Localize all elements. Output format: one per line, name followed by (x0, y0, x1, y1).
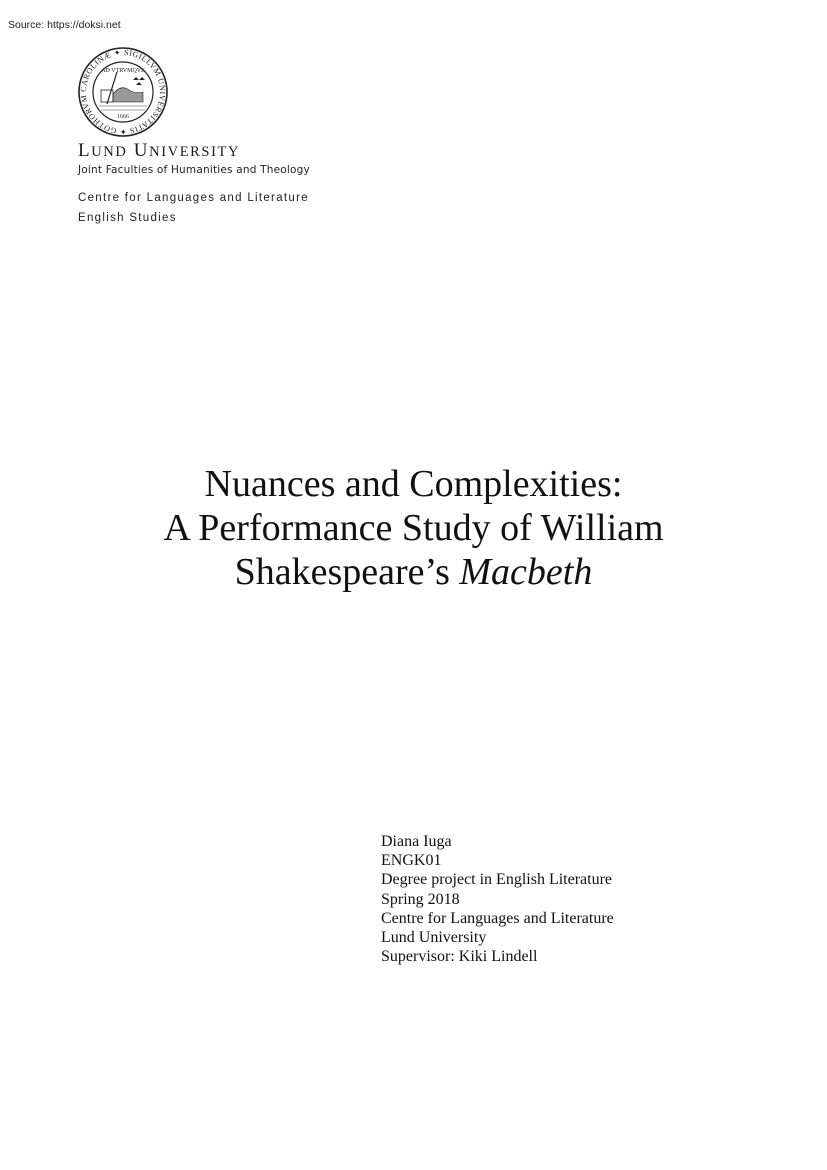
faculty-name: Joint Faculties of Humanities and Theology (78, 164, 310, 176)
subject-name: English Studies (78, 212, 177, 224)
supervisor: Supervisor: Kiki Lindell (381, 948, 538, 966)
term: Spring 2018 (381, 890, 460, 908)
svg-text:CAROLINÆ ✦ SIGILLVM UNIVERSITA: CAROLINÆ ✦ SIGILLVM UNIVERSITATIS ✦ GOTHORVM (78, 47, 168, 137)
university-name: LUND UNIVERSITY (78, 140, 241, 161)
department-block (78, 188, 309, 228)
svg-text:AD VTRVMQVE: AD VTRVMQVE (101, 68, 145, 74)
svg-text:1666: 1666 (117, 114, 129, 120)
author-info-block (381, 832, 614, 966)
department-name: Centre for Languages and Literature (78, 192, 309, 204)
university-seal-icon (77, 46, 169, 138)
source-label: Source: https://doksi.net (8, 19, 121, 31)
thesis-title (0, 462, 827, 594)
project-type: Degree project in English Literature (381, 871, 613, 889)
centre-name: Centre for Languages and Literature (381, 909, 614, 927)
course-code: ENGK01 (381, 852, 442, 870)
play-title: Macbeth (459, 551, 593, 593)
title-line-3: Shakespeare’s Macbeth (234, 551, 593, 593)
university-line: Lund University (381, 929, 487, 947)
author-name: Diana Iuga (381, 833, 452, 850)
title-line-2: A Performance Study of William (163, 507, 664, 549)
title-line-1: Nuances and Complexities: (204, 463, 623, 505)
